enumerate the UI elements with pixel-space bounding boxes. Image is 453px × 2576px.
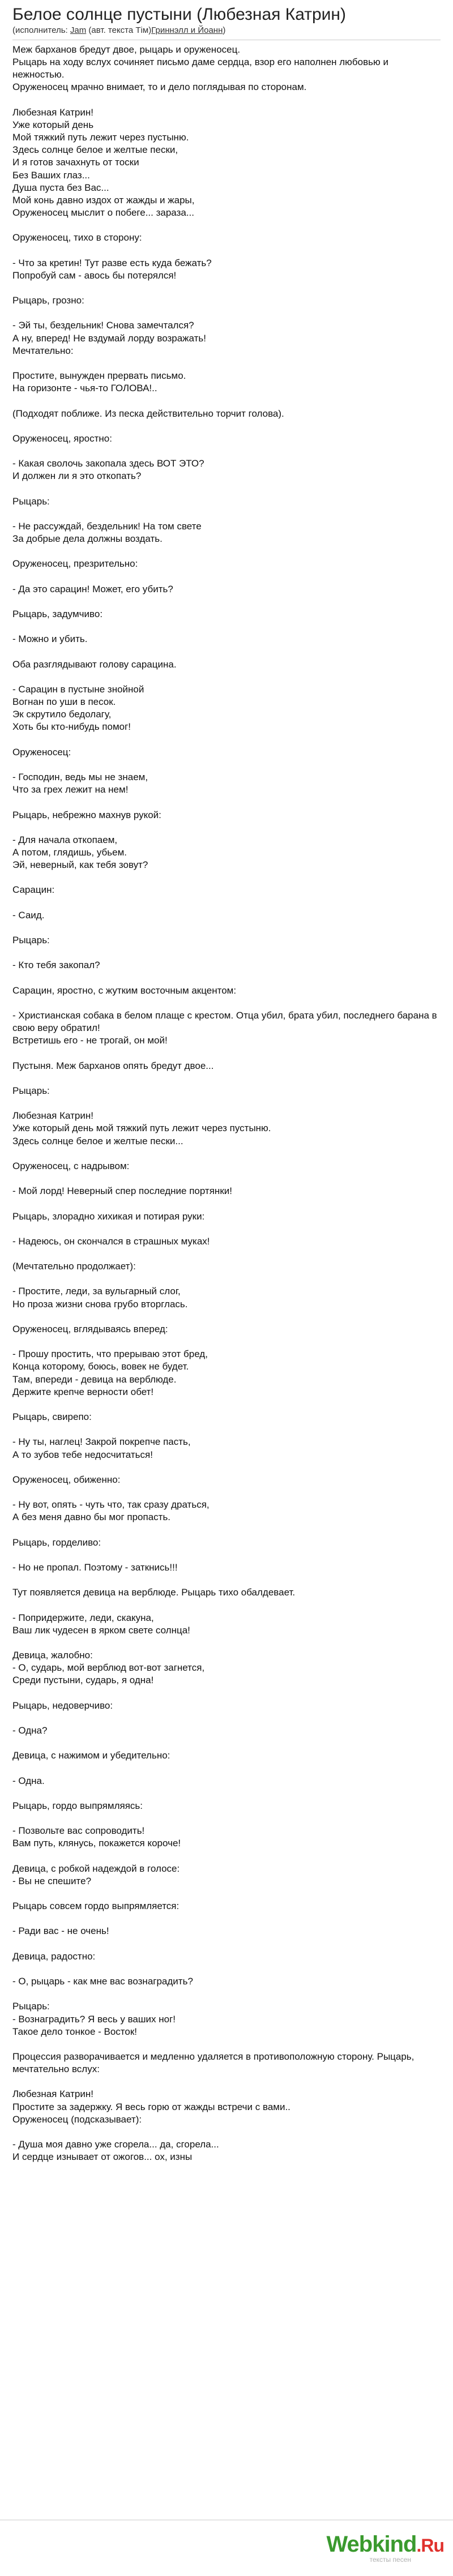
performer-link[interactable]: Jam — [70, 25, 87, 35]
performer-label: (исполнитель: — [12, 25, 70, 35]
credits-close: ) — [223, 25, 226, 35]
logo-main-text: Webkind — [326, 2532, 417, 2557]
site-logo[interactable] — [327, 2532, 444, 2564]
footer-divider — [0, 2519, 453, 2521]
logo-tld: .Ru — [416, 2535, 444, 2556]
logo-wordmark — [327, 2532, 444, 2558]
lyrics-text: Меж барханов бредут двое, рыцарь и оруженосец. Рыцарь на ходу вслух сочиняет письмо даме сердца, взор его наполнен любовью и нежностью. Оруженосец мрачно внимает, то и дело поглядывая по сторонам. Любезная Катрин! Уже который день Мой тяжкий путь лежит через пустыню. Здесь солнце белое и желтые пески, И я готов зачахнуть от тоски Без Ваших глаз... Душа пуста без Вас... Мой конь давно издох от жажды и жары, Оруженосец мыслит о побеге... зараза... Оруженосец, тихо в сторону: - Что за кретин! Тут разве есть куда бежать? Попробуй сам - авось бы потерялся! Рыцарь, грозно: - Эй ты, бездельник! Снова замечтался? А ну, вперед! Не вздумай лорду возражать! Мечтательно: Простите, вынужден прервать письмо. На горизонте - чья-то ГОЛОВА!.. (Подходят поближе. Из песка действительно торчит голова). Оруженосец, яростно: - Какая сволочь закопала здесь ВОТ ЭТО? И должен ли я это откопать? Рыцарь: - Не рассуждай, бездельник! На том свете За добрые дела должны воздать. Оруженосец, презрительно: - Да это сарацин! Может, его убить? Рыцарь, задумчиво: - Можно и убить. Оба разглядывают голову сарацина. - Сарацин в пустыне знойной Вогнан по уши в песок. Эк скрутило бедолагу, Хоть бы кто-нибудь помог! Оруженосец: - Господин, ведь мы не знаем, Что за грех лежит на нем! Рыцарь, небрежно махнув рукой: - Для начала откопаем, А потом, глядишь, убьем. Эй, неверный, как тебя зовут? Сарацин: - Саид. Рыцарь: - Кто тебя закопал? Сарацин, яростно, с жутким восточным акцентом: - Христианская собака в белом плаще с крестом. Отца убил, брата убил, последнего барана в свою веру обратил! Встретишь его - не трогай, он мой! Пустыня. Меж барханов опять бредут двое... Рыцарь: Любезная Катрин! Уже который день мой тяжкий путь лежит через пустыню. Здесь солнце белое и желтые пески... Оруженосец, с надрывом: - Мой лорд! Неверный спер последние портянки! Рыцарь, злорадно хихикая и потирая руки: - Надеюсь, он скончался в страшных муках! (Мечтательно продолжает): - Простите, леди, за вульгарный слог, Но проза жизни снова грубо вторглась. Оруженосец, вглядываясь вперед: - Прошу простить, что прерываю этот бред, Конца которому, боюсь, вовек не будет. Там, впереди - девица на верблюде. Держите крепче верности обет! Рыцарь, свирепо: - Ну ты, наглец! Закрой покрепче пасть, А то зубов тебе недосчитаться! Оруженосец, обиженно: - Ну вот, опять - чуть что, так сразу драться, А без меня давно бы мог пропасть. Рыцарь, горделиво: - Но не пропал. Поэтому - заткнись!!! Тут появляется девица на верблюде. Рыцарь тихо обалдевает. - Попридержите, леди, скакуна, Ваш лик чудесен в ярком свете солнца! Девица, жалобно: - О, сударь, мой верблюд вот-вот загнется, Среди пустыни, сударь, я одна! Рыцарь, недоверчиво: - Одна? Девица, с нажимом и убедительно: - Одна. Рыцарь, гордо выпрямляясь: - Позвольте вас сопроводить! Вам путь, клянусь, покажется короче! Девица, с робкой надеждой в голосе: - Вы не спешите? Рыцарь совсем гордо выпрямляется: - Ради вас - не очень! Девица, радостно: - О, рыцарь - как мне вас вознаградить? Рыцарь: - Вознаградить? Я весь у ваших ног! Такое дело тонкое - Восток! Процессия разворачивается и медленно удаляется в противоположную сторону. Рыцарь, мечтательно вслух: Любезная Катрин! Простите за задержку. Я весь горю от жажды встречи с вами.. Оруженосец (подсказывает): - Душа моя давно уже сгорела... да, сгорела... И сердце изнывает от ожогов... ох, изны — [12, 44, 437, 2163]
song-title: Белое солнце пустыни (Любезная Катрин) — [12, 5, 346, 24]
lyrics-author-link[interactable]: Гриннэлл и Йоанн — [151, 25, 223, 35]
lyrics-author-label: (авт. текста Тім) — [86, 25, 152, 35]
footer — [0, 2519, 453, 2576]
song-credits — [12, 25, 441, 36]
logo-tagline: тексты песен — [369, 2556, 411, 2564]
